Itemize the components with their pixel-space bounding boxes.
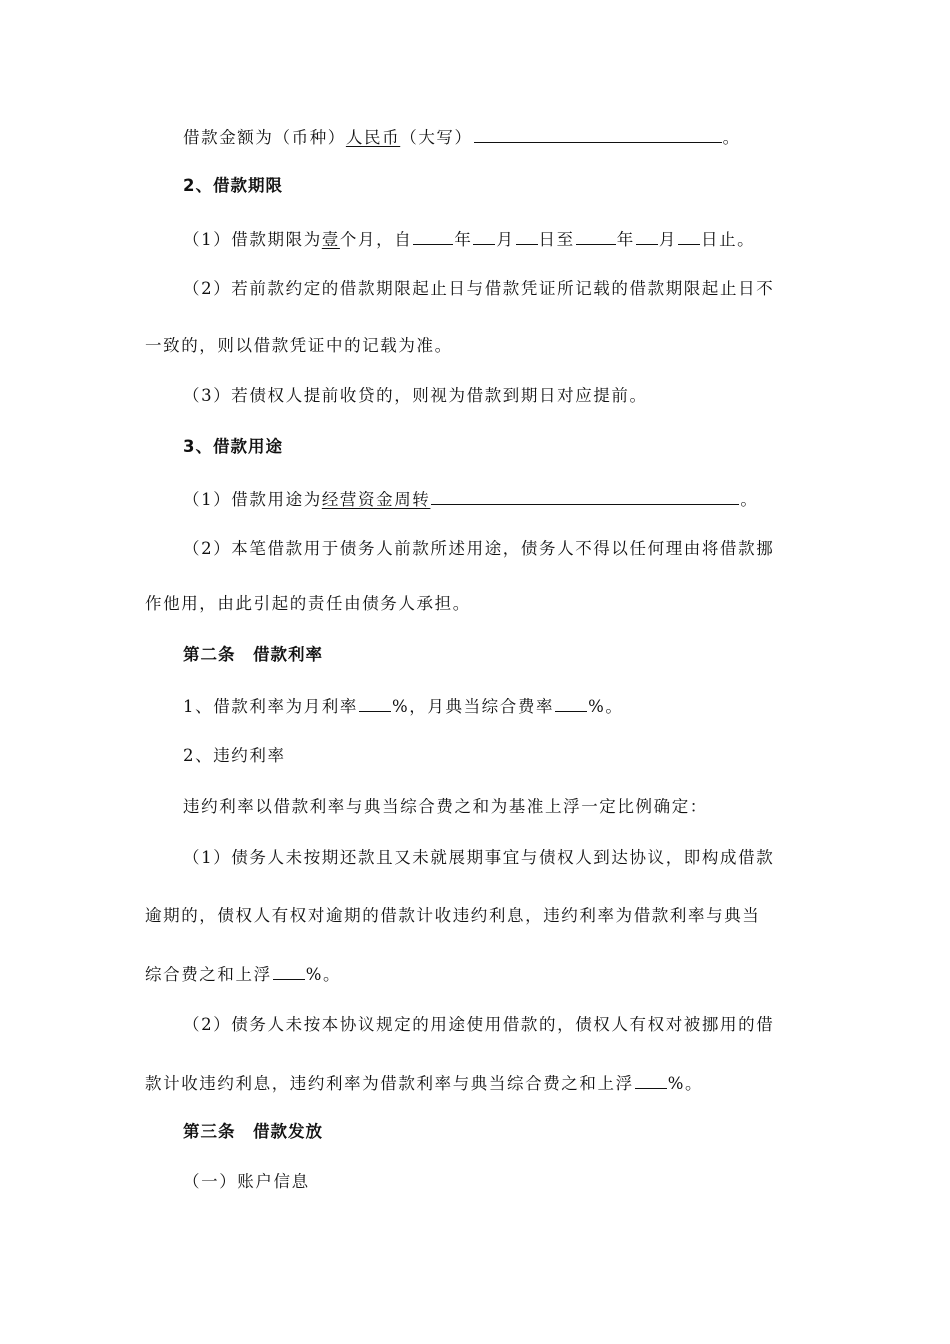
loan-term-clause-2-line-1: （2）若前款约定的借款期限起止日与借款凭证所记载的借款期限起止日不 <box>183 279 775 298</box>
rate-1-p2: %。 <box>588 697 624 716</box>
loan-amount-suffix: 。 <box>722 128 741 147</box>
penalty-rate-heading: 2、违约利率 <box>183 746 286 765</box>
purpose-value: 经营资金周转 <box>321 490 431 509</box>
loan-amount-prefix: 借款金额为（币种） <box>183 128 346 147</box>
penalty-2-line-2-prefix: 款计收违约利息，违约利率为借款利率与典当综合费之和上浮 <box>145 1074 634 1093</box>
rate-1-prefix: 1、借款利率为月利率 <box>183 697 358 716</box>
amount-blank[interactable] <box>474 124 722 143</box>
start-day-blank[interactable] <box>516 226 538 245</box>
loan-term-clause-1 <box>183 226 755 252</box>
interest-rate-clause-1 <box>183 693 623 719</box>
penalty-clause-1-line-3 <box>145 961 341 987</box>
loan-amount-line <box>183 124 741 150</box>
penalty-1-line-3-suffix: %。 <box>305 965 342 984</box>
monthly-rate-blank[interactable] <box>359 693 391 712</box>
loan-purpose-clause-2-line-2: 作他用，由此引起的责任由债务人承担。 <box>145 594 471 613</box>
article-3-heading: 第三条 借款发放 <box>183 1122 323 1141</box>
term-1-p1: 个月，自 <box>339 230 413 249</box>
penalty-clause-1-line-2: 逾期的，债权人有权对逾期的借款计收违约利息，违约利率为借款利率与典当 <box>145 906 761 925</box>
end-day-blank[interactable] <box>678 226 700 245</box>
loan-term-heading: 2、借款期限 <box>183 176 283 195</box>
penalty-rate-description: 违约利率以借款利率与典当综合费之和为基准上浮一定比例确定： <box>183 797 708 816</box>
penalty-clause-2-line-2 <box>145 1070 703 1096</box>
day-to-label: 日至 <box>538 230 575 249</box>
account-info-heading: （一）账户信息 <box>183 1172 310 1191</box>
article-2-heading: 第二条 借款利率 <box>183 645 323 664</box>
term-1-prefix: （1）借款期限为 <box>183 230 322 249</box>
rate-1-p1: %，月典当综合费率 <box>392 697 555 716</box>
loan-term-clause-2-line-2: 一致的，则以借款凭证中的记载为准。 <box>145 336 453 355</box>
overdue-float-blank[interactable] <box>273 961 305 980</box>
start-year-blank[interactable] <box>413 226 453 245</box>
misuse-float-blank[interactable] <box>635 1070 667 1089</box>
purpose-blank[interactable] <box>431 486 739 505</box>
term-months-value: 壹 <box>321 230 340 249</box>
month-label-2: 月 <box>658 230 677 249</box>
loan-term-clause-3: （3）若债权人提前收贷的，则视为借款到期日对应提前。 <box>183 386 648 405</box>
penalty-clause-2-line-1: （2）债务人未按本协议规定的用途使用借款的，债权人有权对被挪用的借 <box>183 1015 775 1034</box>
end-year-blank[interactable] <box>576 226 616 245</box>
loan-purpose-clause-2-line-1: （2）本笔借款用于债务人前款所述用途，债务人不得以任何理由将借款挪 <box>183 539 775 558</box>
start-month-blank[interactable] <box>473 226 495 245</box>
year-label-2: 年 <box>616 230 635 249</box>
penalty-2-line-2-suffix: %。 <box>667 1074 704 1093</box>
pawn-fee-rate-blank[interactable] <box>555 693 587 712</box>
end-month-blank[interactable] <box>636 226 658 245</box>
loan-purpose-clause-1 <box>183 486 759 512</box>
day-end-label: 日止。 <box>700 230 756 249</box>
year-label: 年 <box>454 230 473 249</box>
currency-value: 人民币 <box>345 128 401 147</box>
loan-purpose-heading: 3、借款用途 <box>183 437 283 456</box>
purpose-1-prefix: （1）借款用途为 <box>183 490 322 509</box>
penalty-1-line-3-prefix: 综合费之和上浮 <box>145 965 272 984</box>
loan-amount-middle: （大写） <box>400 128 473 147</box>
purpose-1-suffix: 。 <box>740 490 759 509</box>
penalty-clause-1-line-1: （1）债务人未按期还款且又未就展期事宜与债权人到达协议，即构成借款 <box>183 848 775 867</box>
month-label: 月 <box>496 230 515 249</box>
